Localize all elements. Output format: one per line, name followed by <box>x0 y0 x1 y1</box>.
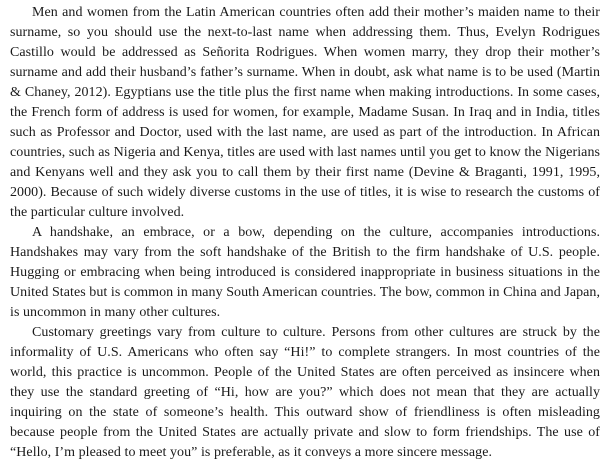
paragraph-greetings: Customary greetings vary from culture to culture. Persons from other cultures are struck by the informality of U.S. Americans who often say “Hi!” to complete strangers. In most countries of the world, this practice is uncommon. People of the United States are often perceived as insincere when they use the standard greeting of “Hi, how are you?” which does not mean that they are actually inquiring on the state of someone’s health. This outward show of friendliness is often misleading because people from the United States are actually private and slow to form friendships. The use of “Hello, I’m pleased to meet you” is preferable, as it conveys a more sincere message. <box>10 325 600 460</box>
paragraph-handshakes: A handshake, an embrace, or a bow, depending on the culture, accompanies introductions. Handshakes may vary from the soft handshake of the British to the firm handshake of U.S. people. Hugging or embracing when being introduced is considered inappropriate in business situations in the United States but is common in many South American countries. The bow, common in China and Japan, is uncommon in many other cultures. <box>10 225 600 320</box>
paragraph-names-and-titles: Men and women from the Latin American countries often add their mother’s maiden name to their surname, so you should use the next-to-last name when addressing them. Thus, Evelyn Rodrigues Castillo would be addressed as Señorita Rodrigues. When women marry, they drop their mother’s surname and add their husband’s father’s surname. When in doubt, ask what name is to be used (Martin & Chaney, 2012). Egyptians use the title plus the first name when making introductions. In some cases, the French form of address is used for women, for example, Madame Susan. In Iraq and in India, titles such as Professor and Doctor, used with the last name, are used as part of the introduction. In African countries, such as Nigeria and Kenya, titles are used with last names until you get to know the Nigerians and Kenyans well and they ask you to call them by their first name (Devine & Braganti, 1991, 1995, 2000). Because of such widely diverse customs in the use of titles, it is wise to research the customs of the particular culture involved. <box>10 5 600 220</box>
